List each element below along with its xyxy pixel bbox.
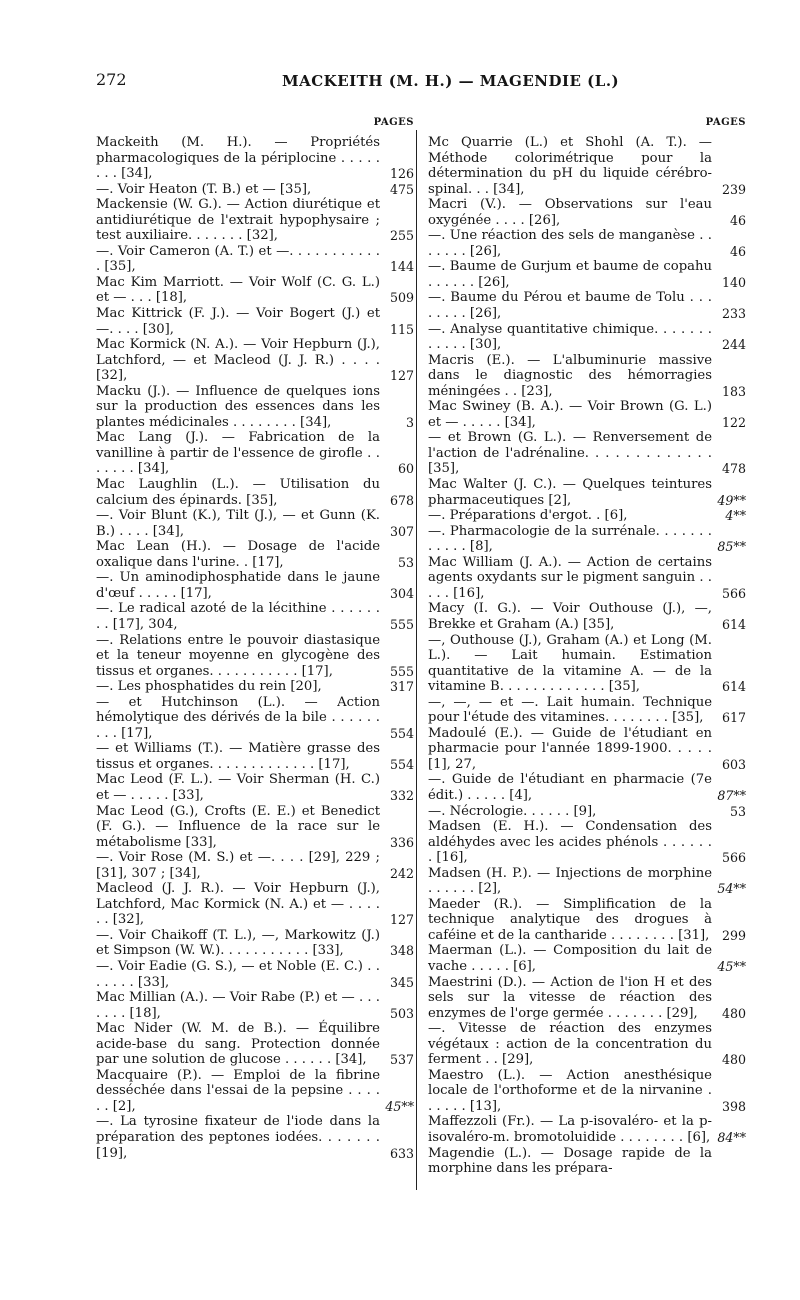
entry-page-number: 54**	[717, 881, 746, 897]
entry-text: Mac Nider (W. M. de B.). — Équilibre acide-base du sang. Protection donnée par une solution de glucose . . . . . . [34],	[96, 1021, 380, 1068]
entry-text: Mackensie (W. G.). — Action diurétique et antidiurétique de l'extrait hypophysaire ; test auxiliaire. . . . . . . [32],	[96, 197, 380, 244]
index-entry	[96, 244, 414, 275]
entry-text: Mac Lean (H.). — Dosage de l'acide oxalique dans l'urine. . [17],	[96, 539, 380, 570]
entry-page-number: 46	[729, 243, 746, 259]
index-entry	[96, 990, 414, 1021]
entry-text: —. Vitesse de réaction des enzymes végétaux : action de la concentration du ferment . . [29],	[428, 1021, 712, 1068]
entry-page-number: 555	[389, 616, 414, 632]
index-entry	[96, 959, 414, 990]
entry-text: Mc Quarrie (L.) et Shohl (A. T.). — Méthode colorimétrique pour la détermination du pH du liquide cérébro-spinal. . . [34],	[428, 135, 712, 197]
index-entry	[428, 399, 746, 430]
index-entry	[428, 804, 746, 820]
index-entry	[96, 741, 414, 772]
right-column	[428, 117, 746, 1177]
index-entry	[428, 1146, 746, 1177]
index-entry	[428, 135, 746, 197]
index-entry	[96, 881, 414, 928]
entry-page-number: 3	[405, 414, 414, 430]
entry-page-number: 566	[721, 585, 746, 601]
index-entry	[96, 633, 414, 680]
index-entry	[96, 772, 414, 803]
index-entry	[96, 695, 414, 742]
running-head: MACKEITH (M. H.) — MAGENDIE (L.)	[282, 72, 620, 90]
index-entry	[428, 633, 746, 695]
index-entry	[96, 182, 414, 198]
entry-page-number: 614	[721, 616, 746, 632]
entry-text: —. Voir Chaikoff (T. L.), —, Markowitz (J.) et Simpson (W. W.). . . . . . . . . . . [33],	[96, 927, 380, 959]
entry-text: —. Une réaction des sels de manganèse . . . . . . . [26],	[428, 228, 712, 259]
entry-page-number: 566	[721, 850, 746, 866]
entry-text: —. Voir Cameron (A. T.) et —. . . . . . . . . . . . [35],	[96, 243, 380, 275]
entry-text: Mac Kittrick (F. J.). — Voir Bogert (J.) et —. . . . [30],	[96, 306, 380, 337]
entry-page-number: 503	[389, 1005, 414, 1021]
index-entry	[96, 804, 414, 851]
entry-page-number: 509	[389, 290, 414, 306]
index-entry	[428, 772, 746, 803]
entry-text: Madoulé (E.). — Guide de l'étudiant en pharmacie pour l'année 1899-1900. . . . . [1], 27,	[428, 725, 712, 772]
pages-label	[428, 117, 746, 135]
index-entry	[96, 306, 414, 337]
index-entry	[96, 601, 414, 632]
entry-text: —. Un aminodiphosphatide dans le jaune d'œuf . . . . . [17],	[96, 570, 380, 601]
entry-text: Madsen (H. P.). — Injections de morphine . . . . . . [2],	[428, 865, 712, 897]
entry-page-number: 603	[721, 756, 746, 772]
entry-page-number: 233	[721, 306, 746, 322]
entry-text: —. Nécrologie. . . . . . [9],	[428, 803, 597, 819]
entry-text: Macri (V.). — Observations sur l'eau oxygénée . . . . [26],	[428, 197, 712, 228]
entry-page-number: 126	[389, 166, 414, 182]
index-entry	[96, 430, 414, 477]
entry-page-number: 478	[721, 461, 746, 477]
entry-text: Mac Walter (J. C.). — Quelques teintures pharmaceutiques [2],	[428, 477, 712, 508]
index-entry	[96, 197, 414, 244]
entry-text: Mackeith (M. H.). — Propriétés pharmacologiques de la périplocine . . . . . . . . [34],	[96, 135, 380, 182]
entry-text: Macku (J.). — Influence de quelques ions sur la production des essences dans les plantes médicinales . . . . . . . . [34],	[96, 383, 380, 430]
entry-text: Macquaire (P.). — Emploi de la fibrine desséchée dans l'essai de la pepsine . . . . . . [2],	[96, 1067, 380, 1114]
index-entry	[96, 384, 414, 431]
entry-page-number: 242	[389, 865, 414, 881]
entry-page-number: 53	[397, 554, 414, 570]
entry-page-number: 317	[389, 679, 414, 695]
entry-text: —. Relations entre le pouvoir diastasique et la teneur moyenne en glycogène des tissus et organes. . . . . . . . . . . [17],	[96, 632, 380, 679]
index-entry	[428, 975, 746, 1022]
index-entry	[428, 1068, 746, 1115]
entry-page-number: 144	[389, 259, 414, 275]
index-entry	[428, 819, 746, 866]
entry-page-number: 398	[721, 1098, 746, 1114]
entry-text: —. Voir Heaton (T. B.) et — [35],	[96, 181, 312, 197]
entry-text: —. Pharmacologie de la surrénale. . . . . . . . . . . . [8],	[428, 523, 712, 555]
entry-text: Mac Kim Marriott. — Voir Wolf (C. G. L.) et — . . . [18],	[96, 274, 380, 306]
entry-text: Mac Swiney (B. A.). — Voir Brown (G. L.) et — . . . . . [34],	[428, 399, 712, 430]
index-entry	[428, 259, 746, 290]
left-column	[96, 117, 414, 1161]
index-entry	[428, 508, 746, 524]
entry-text: Maeder (R.). — Simplification de la technique analytique des drogues à caféine et de la cantharide . . . . . . . . [31],	[428, 896, 712, 943]
entry-text: —. Baume de Gurjum et baume de copahu . . . . . . [26],	[428, 259, 712, 290]
index-entry	[428, 290, 746, 321]
entry-text: Mac William (J. A.). — Action de certains agents oxydants sur le pigment sanguin . . . . . [16],	[428, 554, 712, 601]
entry-page-number: 348	[389, 943, 414, 959]
entry-text: — et Williams (T.). — Matière grasse des tissus et organes. . . . . . . . . . . . . [17],	[96, 741, 380, 772]
entry-page-number: 49**	[717, 492, 746, 508]
entry-page-number: 307	[389, 523, 414, 539]
entry-text: — et Hutchinson (L.). — Action hémolytique des dérivés de la bile . . . . . . . . . [17],	[96, 694, 380, 741]
entry-text: Mac Leod (G.), Crofts (E. E.) et Benedict (F. G.). — Influence de la race sur le métabolisme [33],	[96, 803, 380, 850]
entry-text: —. Voir Blunt (K.), Tilt (J.), — et Gunn (K. B.) . . . . [34],	[96, 508, 380, 539]
entry-page-number: 140	[721, 274, 746, 290]
entry-page-number: 122	[721, 414, 746, 430]
entry-page-number: 336	[389, 834, 414, 850]
index-entry	[428, 726, 746, 773]
index-entry	[428, 430, 746, 477]
entry-text: Macy (I. G.). — Voir Outhouse (J.), —, Brekke et Graham (A.) [35],	[428, 601, 712, 632]
index-entry	[96, 1021, 414, 1068]
entry-text: —. Voir Eadie (G. S.), — et Noble (E. C.) . . . . . . . [33],	[96, 958, 380, 990]
index-entry	[96, 928, 414, 959]
index-entry	[428, 524, 746, 555]
page-number: 272	[96, 70, 127, 89]
index-entry	[428, 197, 746, 228]
entry-text: Mac Laughlin (L.). — Utilisation du calcium des épinards. [35],	[96, 477, 380, 508]
entry-page-number: 554	[389, 756, 414, 772]
entry-page-number: 554	[389, 725, 414, 741]
entry-page-number: 239	[721, 181, 746, 197]
entry-text: Macris (E.). — L'albuminurie massive dans le diagnostic des hémorragies méningées . . [23],	[428, 352, 712, 399]
entry-text: Maestro (L.). — Action anesthésique locale de l'orthoforme et de la nirvanine . . . . . . [13],	[428, 1067, 712, 1114]
entry-page-number: 633	[389, 1145, 414, 1161]
entry-text: Mac Millian (A.). — Voir Rabe (P.) et — . . . . . . . [18],	[96, 990, 380, 1021]
entry-page-number: 555	[389, 663, 414, 679]
entry-page-number: 244	[721, 337, 746, 353]
index-entry	[96, 679, 414, 695]
entry-text: —. La tyrosine fixateur de l'iode dans la préparation des peptones iodées. . . . . . . [19],	[96, 1114, 380, 1161]
entry-page-number: 345	[389, 974, 414, 990]
entry-text: Maerman (L.). — Composition du lait de vache . . . . . [6],	[428, 943, 712, 974]
index-entry	[96, 508, 414, 539]
index-entry	[428, 1114, 746, 1145]
entry-text: —, Outhouse (J.), Graham (A.) et Long (M. L.). — Lait humain. Estimation quantitative de la vitamine A. — de la vitamine B. . . . . . . . . . . . . [35],	[428, 632, 712, 695]
entry-page-number: 4**	[725, 508, 746, 524]
index-entry	[428, 353, 746, 400]
entry-text: —. Guide de l'étudiant en pharmacie (7e édit.) . . . . . [4],	[428, 772, 712, 803]
entry-text: —. Analyse quantitative chimique. . . . . . . . . . . . [30],	[428, 321, 712, 353]
entry-text: —, —, — et —. Lait humain. Technique pour l'étude des vitamines. . . . . . . . [35],	[428, 694, 712, 726]
index-entry	[428, 1021, 746, 1068]
entry-text: Mac Leod (F. L.). — Voir Sherman (H. C.) et — . . . . . [33],	[96, 772, 380, 803]
entry-page-number: 127	[389, 912, 414, 928]
index-entry	[96, 337, 414, 384]
entry-text: Madsen (E. H.). — Condensation des aldéhydes avec les acides phénols . . . . . . . [16],	[428, 819, 712, 866]
pages-label	[96, 117, 414, 135]
index-entry	[96, 570, 414, 601]
index-entry	[428, 866, 746, 897]
pages-label-text: PAGES	[373, 117, 414, 128]
index-entry	[428, 228, 746, 259]
index-entry	[428, 897, 746, 944]
entry-page-number: 53	[729, 803, 746, 819]
index-entry	[96, 1068, 414, 1115]
entry-text: —. Préparations d'ergot. . [6],	[428, 508, 628, 524]
entry-page-number: 127	[389, 368, 414, 384]
index-entry	[428, 555, 746, 602]
entry-page-number: 115	[389, 321, 414, 337]
entry-page-number: 480	[721, 1005, 746, 1021]
index-entry	[428, 943, 746, 974]
entry-page-number: 255	[389, 228, 414, 244]
entry-text: Mac Kormick (N. A.). — Voir Hepburn (J.), Latchford, — et Macleod (J. J. R.) . . . . [32],	[96, 337, 380, 384]
entry-page-number: 45**	[717, 958, 746, 974]
entry-text: Macleod (J. J. R.). — Voir Hepburn (J.), Latchford, Mac Kormick (N. A.) et — . . . . . . [32],	[96, 881, 380, 928]
index-entry	[96, 1114, 414, 1161]
index-entry	[96, 850, 414, 881]
entry-text: — et Brown (G. L.). — Renversement de l'action de l'adrénaline. . . . . . . . . . . . . [35],	[428, 430, 712, 477]
index-entry	[96, 477, 414, 508]
entry-page-number: 84**	[717, 1130, 746, 1145]
entry-page-number: 475	[389, 181, 414, 197]
entry-page-number: 480	[721, 1052, 746, 1068]
index-entry	[428, 601, 746, 632]
index-entry	[428, 477, 746, 508]
entry-page-number: 332	[389, 787, 414, 803]
entry-page-number: 87**	[717, 787, 746, 803]
index-entry	[96, 275, 414, 306]
entry-text: Maestrini (D.). — Action de l'ion H et des sels sur la vitesse de réaction des enzymes de l'orge germée . . . . . . . [29],	[428, 974, 712, 1021]
index-entry	[96, 539, 414, 570]
entry-page-number: 678	[389, 492, 414, 508]
entry-text: Mac Lang (J.). — Fabrication de la vanilline à partir de l'essence de girofle . . . . . . . [34],	[96, 430, 380, 477]
entry-page-number: 60	[397, 461, 414, 477]
entry-page-number: 46	[729, 212, 746, 228]
column-divider	[416, 130, 417, 1190]
entry-text: Magendie (L.). — Dosage rapide de la morphine dans les prépara-	[428, 1145, 712, 1177]
entry-text: —. Baume du Pérou et baume de Tolu . . . . . . . . [26],	[428, 290, 712, 322]
entry-page-number: 617	[721, 710, 746, 726]
index-entry	[96, 135, 414, 182]
entry-text: —. Voir Rose (M. S.) et —. . . . [29], 229 ; [31], 307 ; [34],	[96, 850, 380, 881]
pages-label-text: PAGES	[705, 117, 746, 128]
entry-page-number: 299	[721, 927, 746, 943]
entry-text: —. Les phosphatides du rein [20],	[96, 679, 322, 695]
entry-text: Maffezzoli (Fr.). — La p-isovaléro- et la p-isovaléro-m. bromotoluidide . . . . . . . . [6],	[428, 1114, 712, 1145]
index-entry	[428, 695, 746, 726]
entry-page-number: 537	[389, 1052, 414, 1068]
entry-page-number: 183	[721, 383, 746, 399]
entry-page-number: 85**	[717, 539, 746, 555]
entry-page-number: 304	[389, 585, 414, 601]
entry-page-number: 45**	[385, 1098, 414, 1114]
entry-page-number: 614	[721, 679, 746, 695]
index-entry	[428, 322, 746, 353]
entry-text: —. Le radical azoté de la lécithine . . . . . . . . [17], 304,	[96, 601, 380, 632]
